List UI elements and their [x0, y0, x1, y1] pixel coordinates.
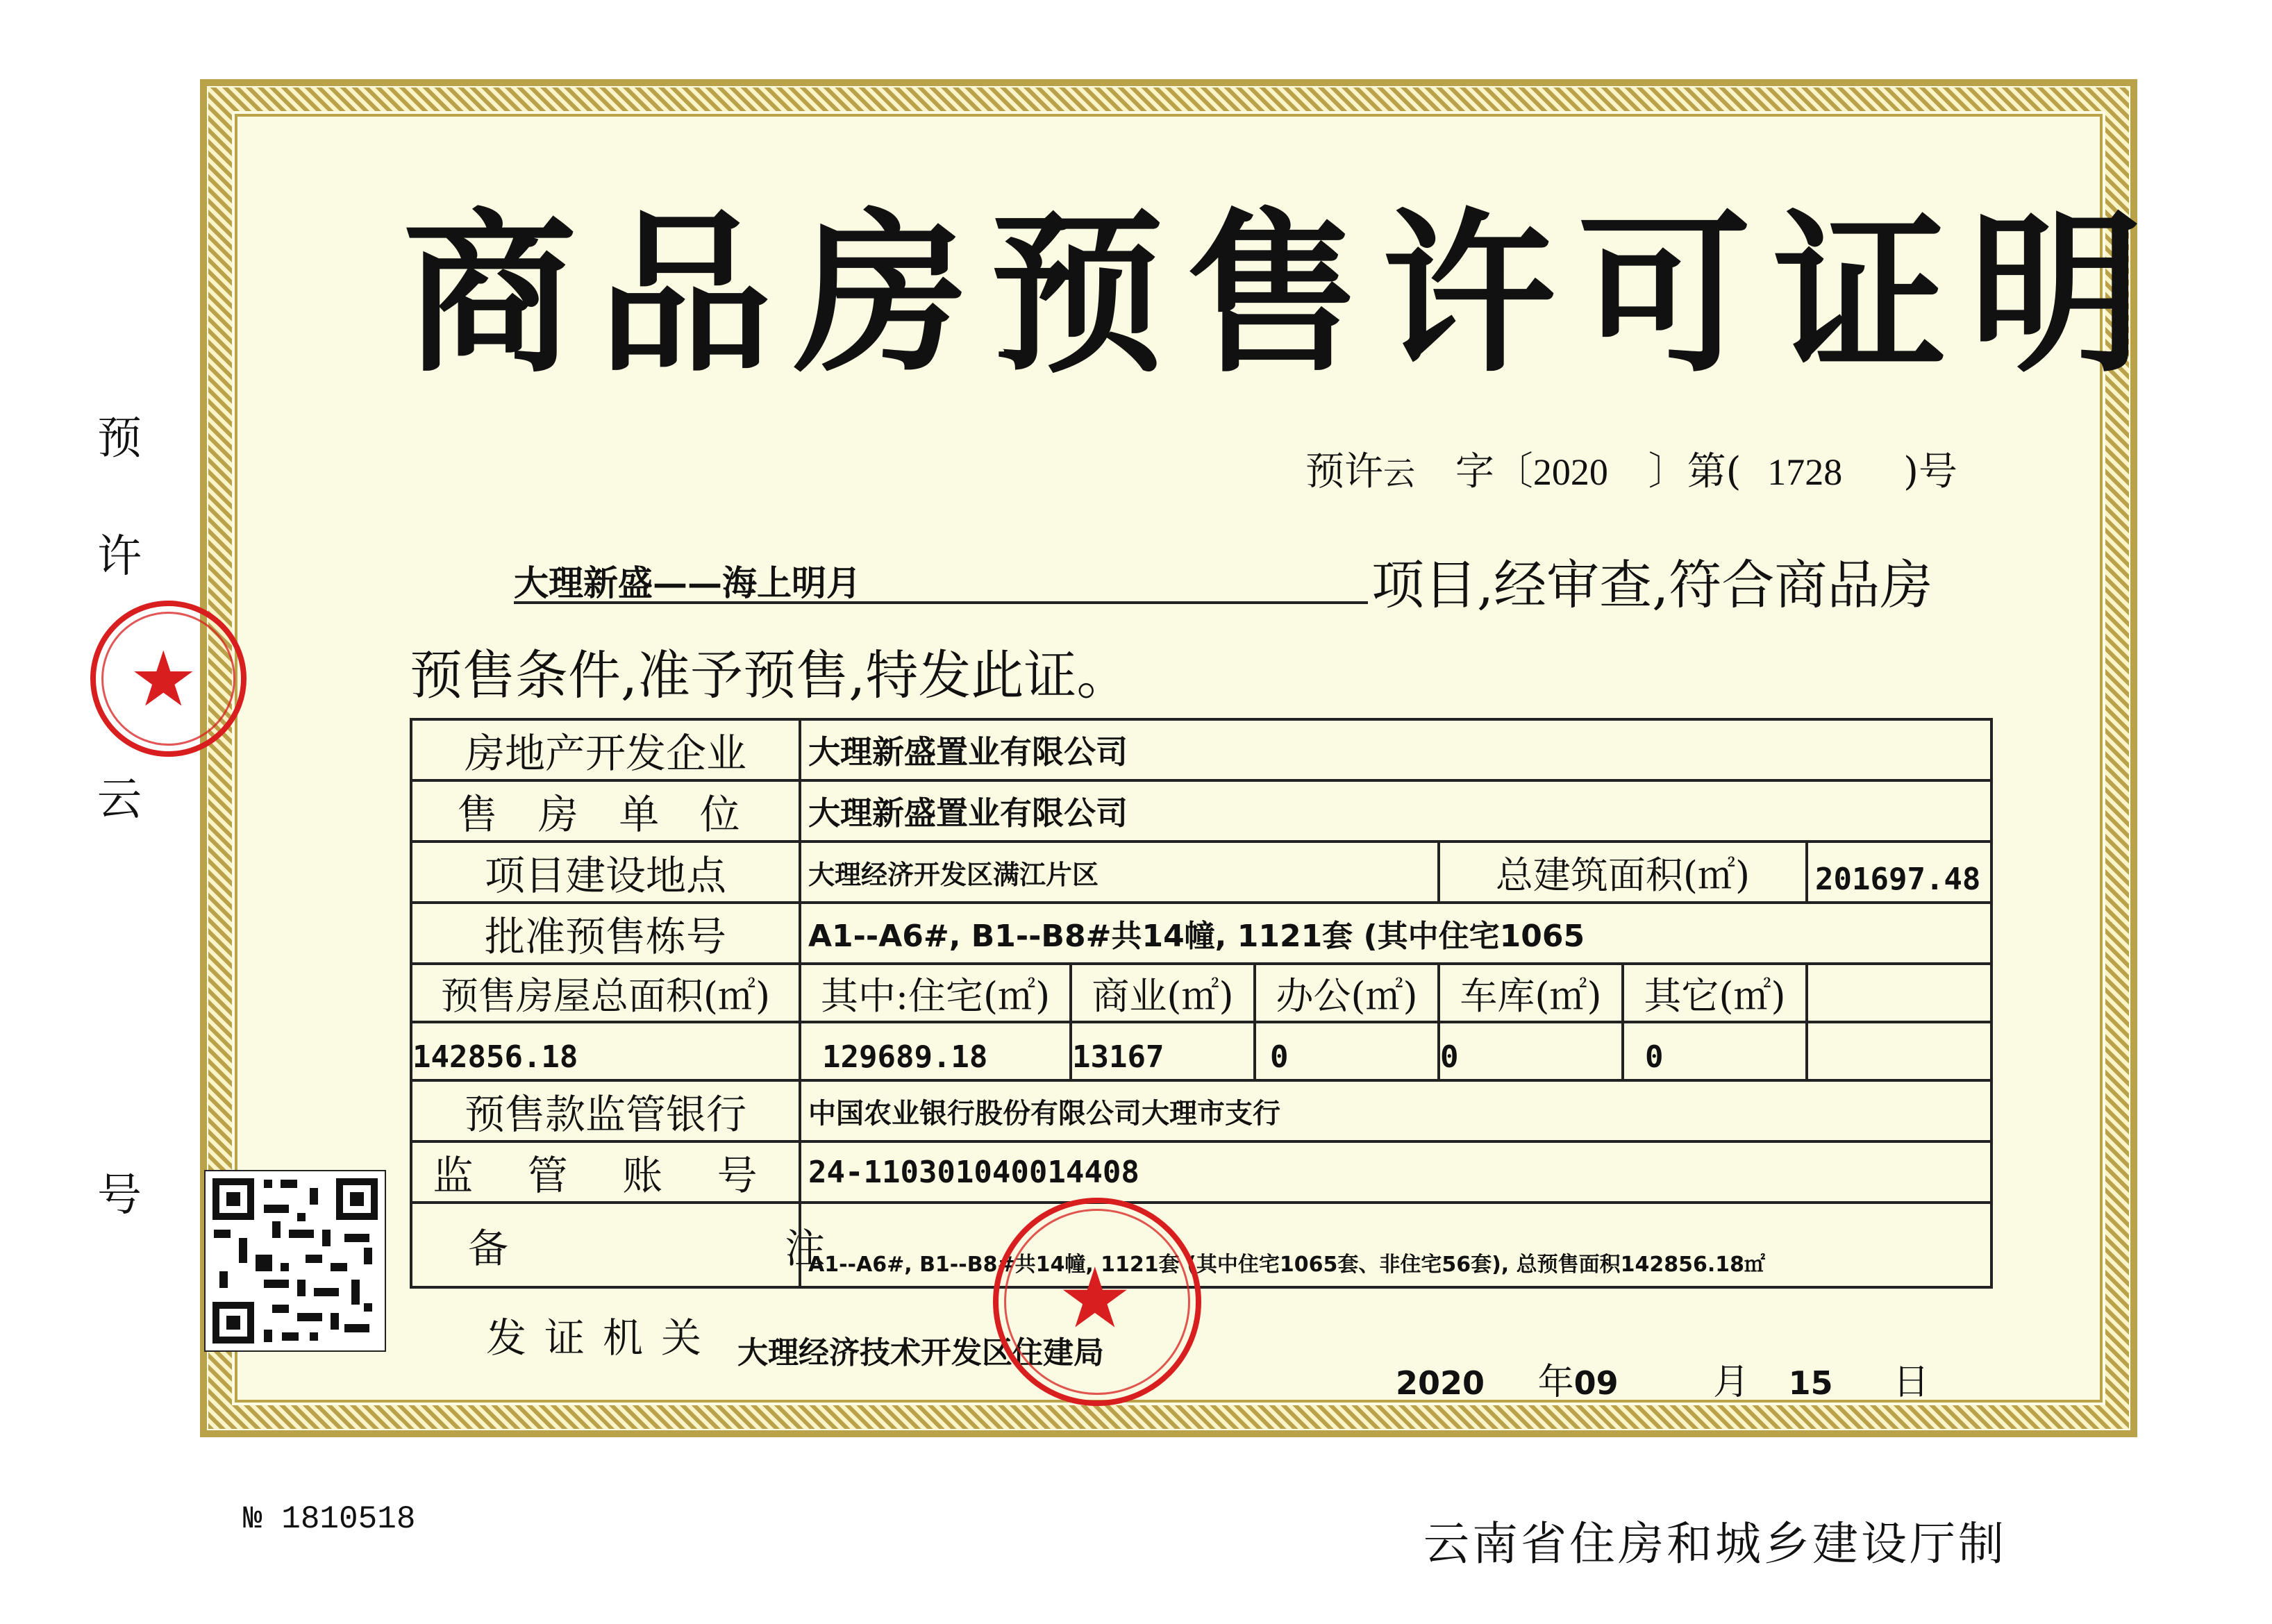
area-value-empty [1807, 1022, 1991, 1080]
area-value-garage: 0 [1439, 1022, 1623, 1080]
location-value: 大理经济开发区满江片区 [800, 842, 1439, 903]
area-value-office: 0 [1255, 1022, 1439, 1080]
developer-value: 大理新盛置业有限公司 [800, 719, 1991, 780]
permit-region: 云 [1383, 455, 1415, 492]
permit-number [1305, 441, 1957, 496]
area-value-other: 0 [1623, 1022, 1807, 1080]
table-row [411, 964, 1991, 1022]
area-header-other: 其它(㎡) [1623, 964, 1807, 1022]
permit-prefix: 预许 [1305, 449, 1383, 494]
location-label: 项目建设地点 [411, 842, 800, 903]
project-statement-1: 项目,经审查,符合商品房 [1371, 554, 1933, 616]
area-header-empty [1807, 964, 1991, 1022]
account-value: 24-110301040014408 [800, 1141, 1991, 1203]
area-value-commercial: 13167 [1071, 1022, 1255, 1080]
issuer-label: 发证机关 [486, 1314, 720, 1362]
left-stamp-star-icon: ★ [129, 635, 198, 723]
table-row [411, 1080, 1991, 1141]
date-year: 2020 [1396, 1364, 1485, 1402]
total-build-area-value: 201697.48 [1807, 842, 1991, 903]
project-statement-2: 预售条件,准予预售,特发此证。 [410, 644, 1130, 706]
area-header-commercial: 商业(㎡) [1071, 964, 1255, 1022]
issue-date [1396, 1353, 1929, 1405]
area-value-total: 142856.18 [411, 1022, 800, 1080]
total-build-area-label: 总建筑面积(㎡) [1439, 842, 1807, 903]
table-row [411, 1203, 1991, 1287]
table-row [411, 903, 1991, 964]
project-underline [514, 601, 1368, 604]
serial-number: № 1810518 [243, 1501, 416, 1537]
project-name: 大理新盛——海上明月 [514, 562, 861, 603]
remark-value: A1--A6#, B1--B8#共14幢, 1121套 (其中住宅1065套、非住宅56套), 总预售面积142856.18㎡ [800, 1203, 1991, 1287]
issuer-name: 大理经济技术开发区住建局 [737, 1335, 1104, 1371]
account-label: 监 管 账 号 [411, 1141, 800, 1203]
seller-value: 大理新盛置业有限公司 [800, 780, 1991, 842]
table-row [411, 1022, 1991, 1080]
permit-di: 〕第( [1648, 449, 1741, 494]
permit-year: 2020 [1532, 451, 1608, 493]
permit-num: 1728 [1767, 451, 1843, 493]
date-month-unit: 月 [1713, 1362, 1750, 1403]
date-month: 09 [1573, 1364, 1619, 1402]
side-char-3: 云 [97, 774, 142, 826]
area-header-total: 预售房屋总面积(㎡) [411, 964, 800, 1022]
table-row [411, 780, 1991, 842]
developer-label: 房地产开发企业 [411, 719, 800, 780]
certificate-title: 商品房预售许可证明 [403, 194, 2165, 396]
table-row [411, 719, 1991, 780]
permit-info-table [410, 718, 1993, 1289]
qr-code-icon [204, 1170, 386, 1352]
issuer-stamp-icon [993, 1198, 1201, 1406]
building-no-value: A1--A6#, B1--B8#共14幢, 1121套 (其中住宅1065 [800, 903, 1991, 964]
seller-label: 售 房 单 位 [411, 780, 800, 842]
remark-label: 备 注 [411, 1203, 800, 1287]
area-header-office: 办公(㎡) [1255, 964, 1439, 1022]
area-header-garage: 车库(㎡) [1439, 964, 1623, 1022]
left-stamp-icon [90, 601, 247, 757]
date-day: 15 [1788, 1364, 1833, 1402]
side-char-4: 号 [97, 1170, 142, 1221]
maker-text: 云南省住房和城乡建设厅制 [1423, 1517, 2007, 1571]
area-value-residential: 129689.18 [800, 1022, 1071, 1080]
side-char-2: 许 [97, 531, 142, 583]
qr-code-graphic [206, 1171, 385, 1350]
date-year-unit: 年 [1537, 1362, 1574, 1403]
issuer-stamp-star-icon: ★ [1058, 1250, 1133, 1347]
date-day-unit: 日 [1893, 1362, 1930, 1403]
table-row [411, 842, 1991, 903]
permit-zi: 字〔 [1455, 449, 1533, 494]
table-row [411, 1141, 1991, 1203]
bank-value: 中国农业银行股份有限公司大理市支行 [800, 1080, 1991, 1141]
permit-hao: )号 [1903, 449, 1957, 494]
bank-label: 预售款监管银行 [411, 1080, 800, 1141]
building-no-label: 批准预售栋号 [411, 903, 800, 964]
side-char-1: 预 [97, 413, 142, 464]
area-header-residential: 其中:住宅(㎡) [800, 964, 1071, 1022]
